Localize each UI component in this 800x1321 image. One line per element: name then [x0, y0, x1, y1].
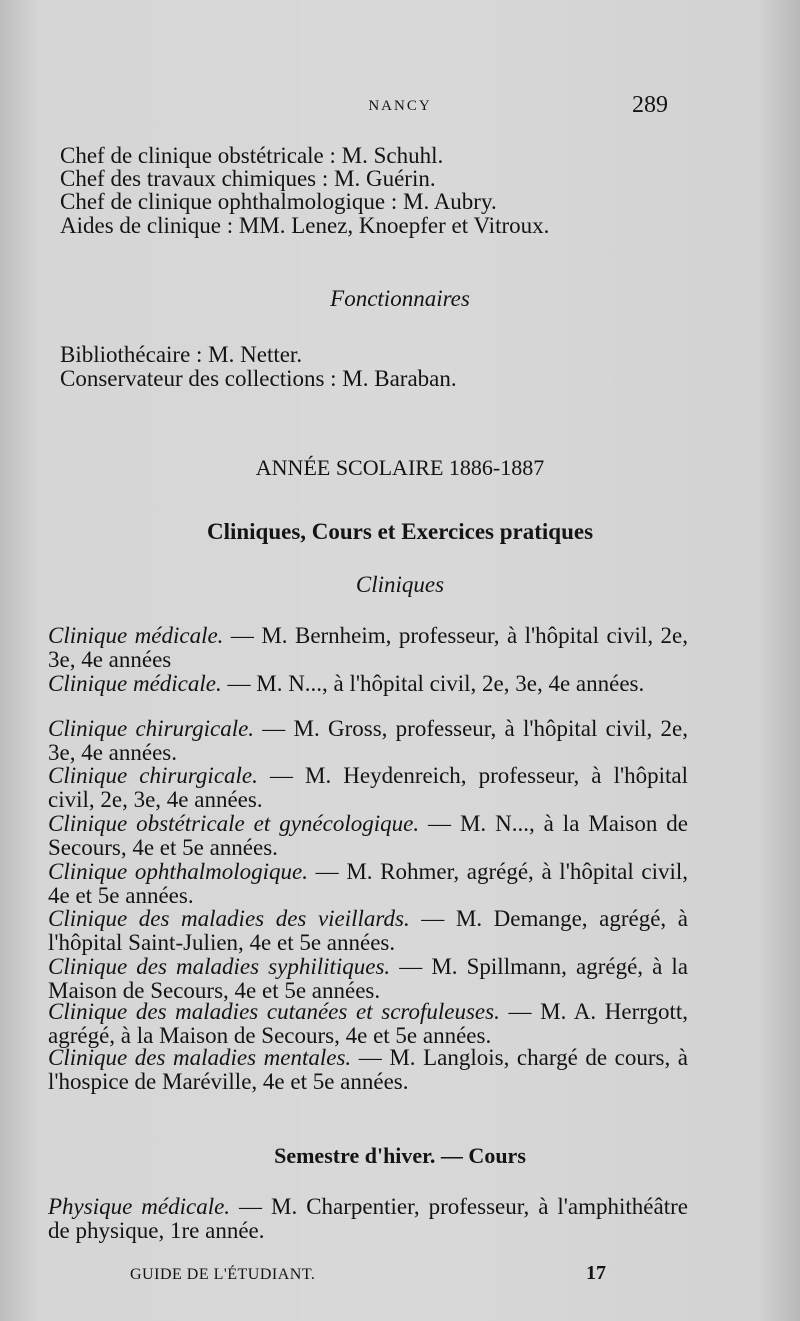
clinique-entry — [48, 812, 688, 860]
clinique-details: — M. Rohmer, agrégé, à l'hôpital civil, 4e et 5e années. — [48, 859, 688, 908]
clinique-details: — M. A. Herrgott, agrégé, à la Maison de Secours, 4e et 5e années. — [48, 999, 688, 1048]
footer-title: GUIDE DE L'ÉTUDIANT. — [130, 1266, 316, 1283]
clinique-title: Clinique médicale. — [48, 671, 222, 696]
clinique-details: — M. Spillmann, agrégé, à la Maison de Secours, 4e et 5e années. — [48, 954, 688, 1003]
clinique-details: — M. Gross, professeur, à l'hôpital civil, 2e, 3e, 4e années. — [48, 716, 688, 765]
clinique-title: Clinique obstétricale et gynécologique. — [48, 811, 420, 836]
cliniques-heading: Cliniques — [355, 572, 445, 597]
clinique-title: Clinique des maladies mentales. — [48, 1045, 352, 1070]
clinique-details: — M. Langlois, chargé de cours, à l'hospice de Maréville, 4e et 5e années. — [48, 1045, 689, 1094]
clinique-title: Clinique médicale. — [48, 623, 224, 648]
staff-line: Aides de clinique : MM. Lenez, Knoepfer et Vitroux. — [60, 213, 550, 238]
clinique-title: Clinique chirurgicale. — [48, 716, 255, 741]
clinique-entry — [48, 860, 688, 908]
clinique-entry — [48, 764, 688, 812]
clinique-entry — [48, 1046, 688, 1094]
fonctionnaires-heading: Fonctionnaires — [330, 286, 470, 311]
clinique-title: Clinique des maladies des vieillards. — [48, 906, 410, 931]
clinique-details: — M. Heydenreich, professeur, à l'hôpital civil, 2e, 3e, 4e années. — [48, 763, 688, 812]
clinique-details: — M. Demange, agrégé, à l'hôpital Saint-Julien, 4e et 5e années. — [48, 906, 688, 955]
staff-line: Chef des travaux chimiques : M. Guérin. — [60, 166, 436, 191]
clinique-entry — [48, 717, 688, 765]
clinique-entry — [48, 672, 688, 696]
clinique-title: Clinique des maladies cutanées et scrofuleuses. — [48, 999, 500, 1024]
clinique-entry — [48, 907, 688, 955]
clinique-title: Clinique chirurgicale. — [48, 763, 258, 788]
clinique-entry — [48, 1000, 688, 1048]
cours-entry — [48, 1195, 688, 1243]
signature-number: 17 — [586, 1262, 606, 1284]
clinique-details: — M. N..., à la Maison de Secours, 4e et 5e années. — [48, 811, 688, 860]
cours-title: Physique médicale. — [48, 1194, 231, 1219]
school-year-heading: ANNÉE SCOLAIRE 1886-1887 — [255, 455, 545, 480]
page-number: 289 — [632, 92, 668, 118]
clinique-title: Clinique des maladies syphilitiques. — [48, 954, 391, 979]
staff-line: Chef de clinique obstétricale : M. Schuhl. — [60, 143, 444, 168]
running-head: NANCY — [368, 98, 432, 114]
cours-details: — M. Charpentier, professeur, à l'amphithéâtre de physique, 1re année. — [48, 1194, 688, 1243]
clinique-title: Clinique ophthalmologique. — [48, 859, 309, 884]
fonctionnaire-line: Conservateur des collections : M. Baraban. — [60, 366, 457, 391]
clinique-entry — [48, 624, 688, 672]
clinique-details: — M. N..., à l'hôpital civil, 2e, 3e, 4e années. — [221, 671, 645, 696]
clinique-details: — M. Bernheim, professeur, à l'hôpital civil, 2e, 3e, 4e années — [48, 623, 688, 672]
staff-line: Chef de clinique ophthalmologique : M. Aubry. — [60, 189, 497, 214]
fonctionnaire-line: Bibliothécaire : M. Netter. — [60, 342, 303, 367]
clinique-entry — [48, 955, 688, 1003]
winter-semester-heading: Semestre d'hiver. — Cours — [274, 1143, 526, 1168]
section-heading: Cliniques, Cours et Exercices pratiques — [206, 519, 594, 544]
